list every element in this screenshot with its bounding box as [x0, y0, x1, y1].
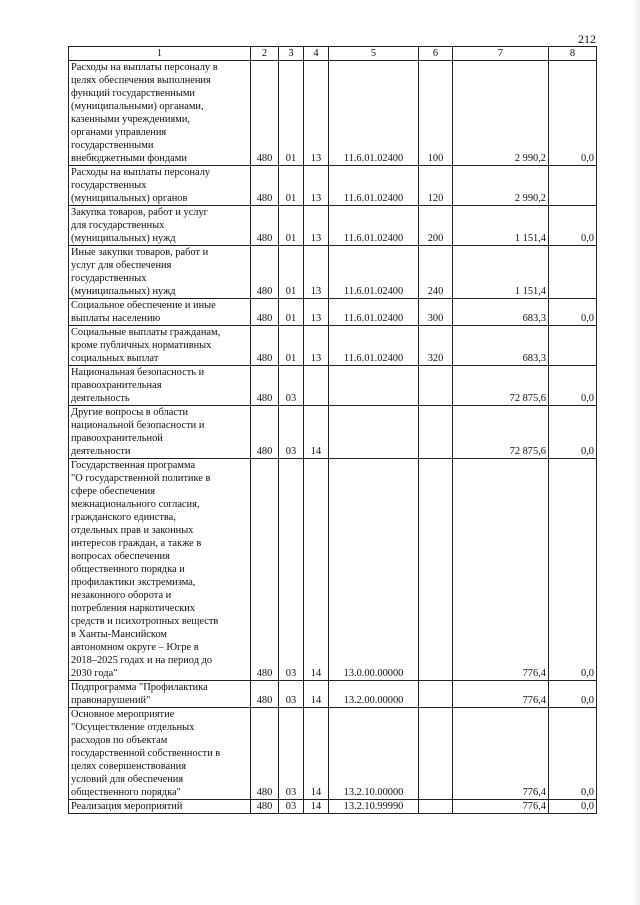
cell-c8: 0,0 [549, 406, 597, 459]
cell-c4: 13 [304, 299, 329, 326]
cell-c5: 13.0.00.00000 [329, 459, 419, 681]
cell-c5 [329, 366, 419, 406]
row-description [69, 708, 251, 800]
cell-c2: 480 [251, 406, 279, 459]
cell-c3: 03 [279, 800, 304, 814]
row-description [69, 166, 251, 206]
cell-c4: 13 [304, 166, 329, 206]
table-row [69, 366, 597, 406]
table-row [69, 459, 597, 681]
cell-c2: 480 [251, 326, 279, 366]
cell-c7: 776,4 [453, 708, 549, 800]
row-description-text: Национальная безопасность и правоохранительная деятельность [71, 367, 205, 404]
cell-c6: 100 [419, 61, 453, 166]
cell-c8 [549, 246, 597, 299]
table-row [69, 326, 597, 366]
row-description-text: Закупка товаров, работ и услуг для государственных (муниципальных) нужд [71, 207, 208, 244]
table-row [69, 708, 597, 800]
cell-c4: 14 [304, 681, 329, 708]
cell-c5: 11.6.01.02400 [329, 246, 419, 299]
row-description [69, 299, 251, 326]
row-description [69, 326, 251, 366]
column-header: 1 [69, 47, 251, 61]
row-description-text: Реализация мероприятий [71, 801, 183, 812]
row-description [69, 206, 251, 246]
cell-c4: 14 [304, 459, 329, 681]
cell-c2: 480 [251, 681, 279, 708]
cell-c3: 03 [279, 681, 304, 708]
row-description [69, 459, 251, 681]
cell-c5: 11.6.01.02400 [329, 61, 419, 166]
cell-c7: 683,3 [453, 299, 549, 326]
cell-c3: 01 [279, 246, 304, 299]
cell-c2: 480 [251, 366, 279, 406]
cell-c7: 72 875,6 [453, 366, 549, 406]
cell-c8: 0,0 [549, 366, 597, 406]
cell-c6: 300 [419, 299, 453, 326]
cell-c7: 72 875,6 [453, 406, 549, 459]
cell-c4: 13 [304, 206, 329, 246]
row-description [69, 61, 251, 166]
table-row [69, 166, 597, 206]
cell-c4 [304, 366, 329, 406]
table-row [69, 206, 597, 246]
cell-c3: 01 [279, 299, 304, 326]
cell-c2: 480 [251, 299, 279, 326]
row-description-text: Социальные выплаты гражданам, кроме публичных нормативных социальных выплат [71, 327, 221, 364]
cell-c6: 200 [419, 206, 453, 246]
cell-c5: 11.6.01.02400 [329, 206, 419, 246]
row-description-text: Подпрограмма "Профилактика правонарушений" [71, 682, 208, 706]
row-description-text: Социальное обеспечение и иные выплаты населению [71, 300, 216, 324]
cell-c7: 2 990,2 [453, 61, 549, 166]
cell-c2: 480 [251, 166, 279, 206]
budget-table [68, 46, 597, 814]
row-description-text: Расходы на выплаты персоналу государственных (муниципальных) органов [71, 167, 211, 204]
cell-c2: 480 [251, 459, 279, 681]
cell-c3: 01 [279, 206, 304, 246]
cell-c3: 03 [279, 366, 304, 406]
cell-c8: 0,0 [549, 681, 597, 708]
scan-edge [632, 0, 640, 905]
cell-c2: 480 [251, 800, 279, 814]
cell-c8: 0,0 [549, 459, 597, 681]
cell-c5: 13.2.10.00000 [329, 708, 419, 800]
column-header: 2 [251, 47, 279, 61]
cell-c7: 683,3 [453, 326, 549, 366]
cell-c3: 01 [279, 166, 304, 206]
cell-c2: 480 [251, 708, 279, 800]
cell-c7: 776,4 [453, 459, 549, 681]
cell-c5 [329, 406, 419, 459]
cell-c6 [419, 708, 453, 800]
cell-c8 [549, 166, 597, 206]
cell-c4: 13 [304, 246, 329, 299]
table-row [69, 406, 597, 459]
cell-c7: 776,4 [453, 800, 549, 814]
column-header: 4 [304, 47, 329, 61]
cell-c7: 2 990,2 [453, 166, 549, 206]
cell-c8: 0,0 [549, 206, 597, 246]
cell-c8: 0,0 [549, 800, 597, 814]
row-description [69, 406, 251, 459]
cell-c3: 01 [279, 326, 304, 366]
cell-c4: 14 [304, 708, 329, 800]
column-header: 7 [453, 47, 549, 61]
table-row [69, 61, 597, 166]
column-header: 6 [419, 47, 453, 61]
cell-c5: 13.2.10.99990 [329, 800, 419, 814]
row-description-text: Государственная программа "О государственной политике в сфере обеспечения межнационального согласия, гражданского единства, отдельных прав и законных интересов граждан, а также в вопросах обеспечения общественного порядка и профилактики экстремизма, незаконного оборота и потребления наркотических средств и психотропных веществ в Ханты-Мансийском автономном округе – Югре в 2018–2025 годах и на период до 2030 года" [71, 460, 219, 679]
cell-c2: 480 [251, 246, 279, 299]
cell-c7: 776,4 [453, 681, 549, 708]
cell-c8: 0,0 [549, 299, 597, 326]
table-header-row [69, 47, 597, 61]
cell-c2: 480 [251, 61, 279, 166]
table-row [69, 681, 597, 708]
cell-c6 [419, 800, 453, 814]
cell-c4: 14 [304, 406, 329, 459]
cell-c5: 11.6.01.02400 [329, 166, 419, 206]
column-header: 8 [549, 47, 597, 61]
cell-c6: 120 [419, 166, 453, 206]
cell-c4: 14 [304, 800, 329, 814]
cell-c3: 01 [279, 61, 304, 166]
row-description-text: Иные закупки товаров, работ и услуг для обеспечения государственных (муниципальных) нужд [71, 247, 209, 297]
cell-c6 [419, 366, 453, 406]
row-description-text: Другие вопросы в области национальной безопасности и правоохранительной деятельности [71, 407, 205, 457]
cell-c8: 0,0 [549, 708, 597, 800]
cell-c5: 11.6.01.02400 [329, 299, 419, 326]
cell-c8: 0,0 [549, 61, 597, 166]
cell-c4: 13 [304, 61, 329, 166]
cell-c3: 03 [279, 708, 304, 800]
cell-c4: 13 [304, 326, 329, 366]
table-row [69, 246, 597, 299]
cell-c8 [549, 326, 597, 366]
cell-c7: 1 151,4 [453, 246, 549, 299]
cell-c6: 240 [419, 246, 453, 299]
row-description [69, 800, 251, 814]
cell-c3: 03 [279, 459, 304, 681]
page-number: 212 [578, 32, 596, 46]
row-description [69, 366, 251, 406]
cell-c6 [419, 681, 453, 708]
row-description-text: Расходы на выплаты персоналу в целях обеспечения выполнения функций государственными (муниципальными) органами, казенными учреждениями, органами управления государственными внебюджетными фондами [71, 62, 218, 164]
cell-c7: 1 151,4 [453, 206, 549, 246]
cell-c5: 11.6.01.02400 [329, 326, 419, 366]
table-row [69, 800, 597, 814]
column-header: 5 [329, 47, 419, 61]
table-row [69, 299, 597, 326]
column-header: 3 [279, 47, 304, 61]
cell-c6: 320 [419, 326, 453, 366]
row-description [69, 681, 251, 708]
cell-c6 [419, 406, 453, 459]
row-description-text: Основное мероприятие "Осуществление отдельных расходов по объектам государственной собственности в целях совершенствования условий для обеспечения общественного порядка" [71, 709, 221, 798]
cell-c5: 13.2.00.00000 [329, 681, 419, 708]
cell-c3: 03 [279, 406, 304, 459]
row-description [69, 246, 251, 299]
cell-c6 [419, 459, 453, 681]
cell-c2: 480 [251, 206, 279, 246]
